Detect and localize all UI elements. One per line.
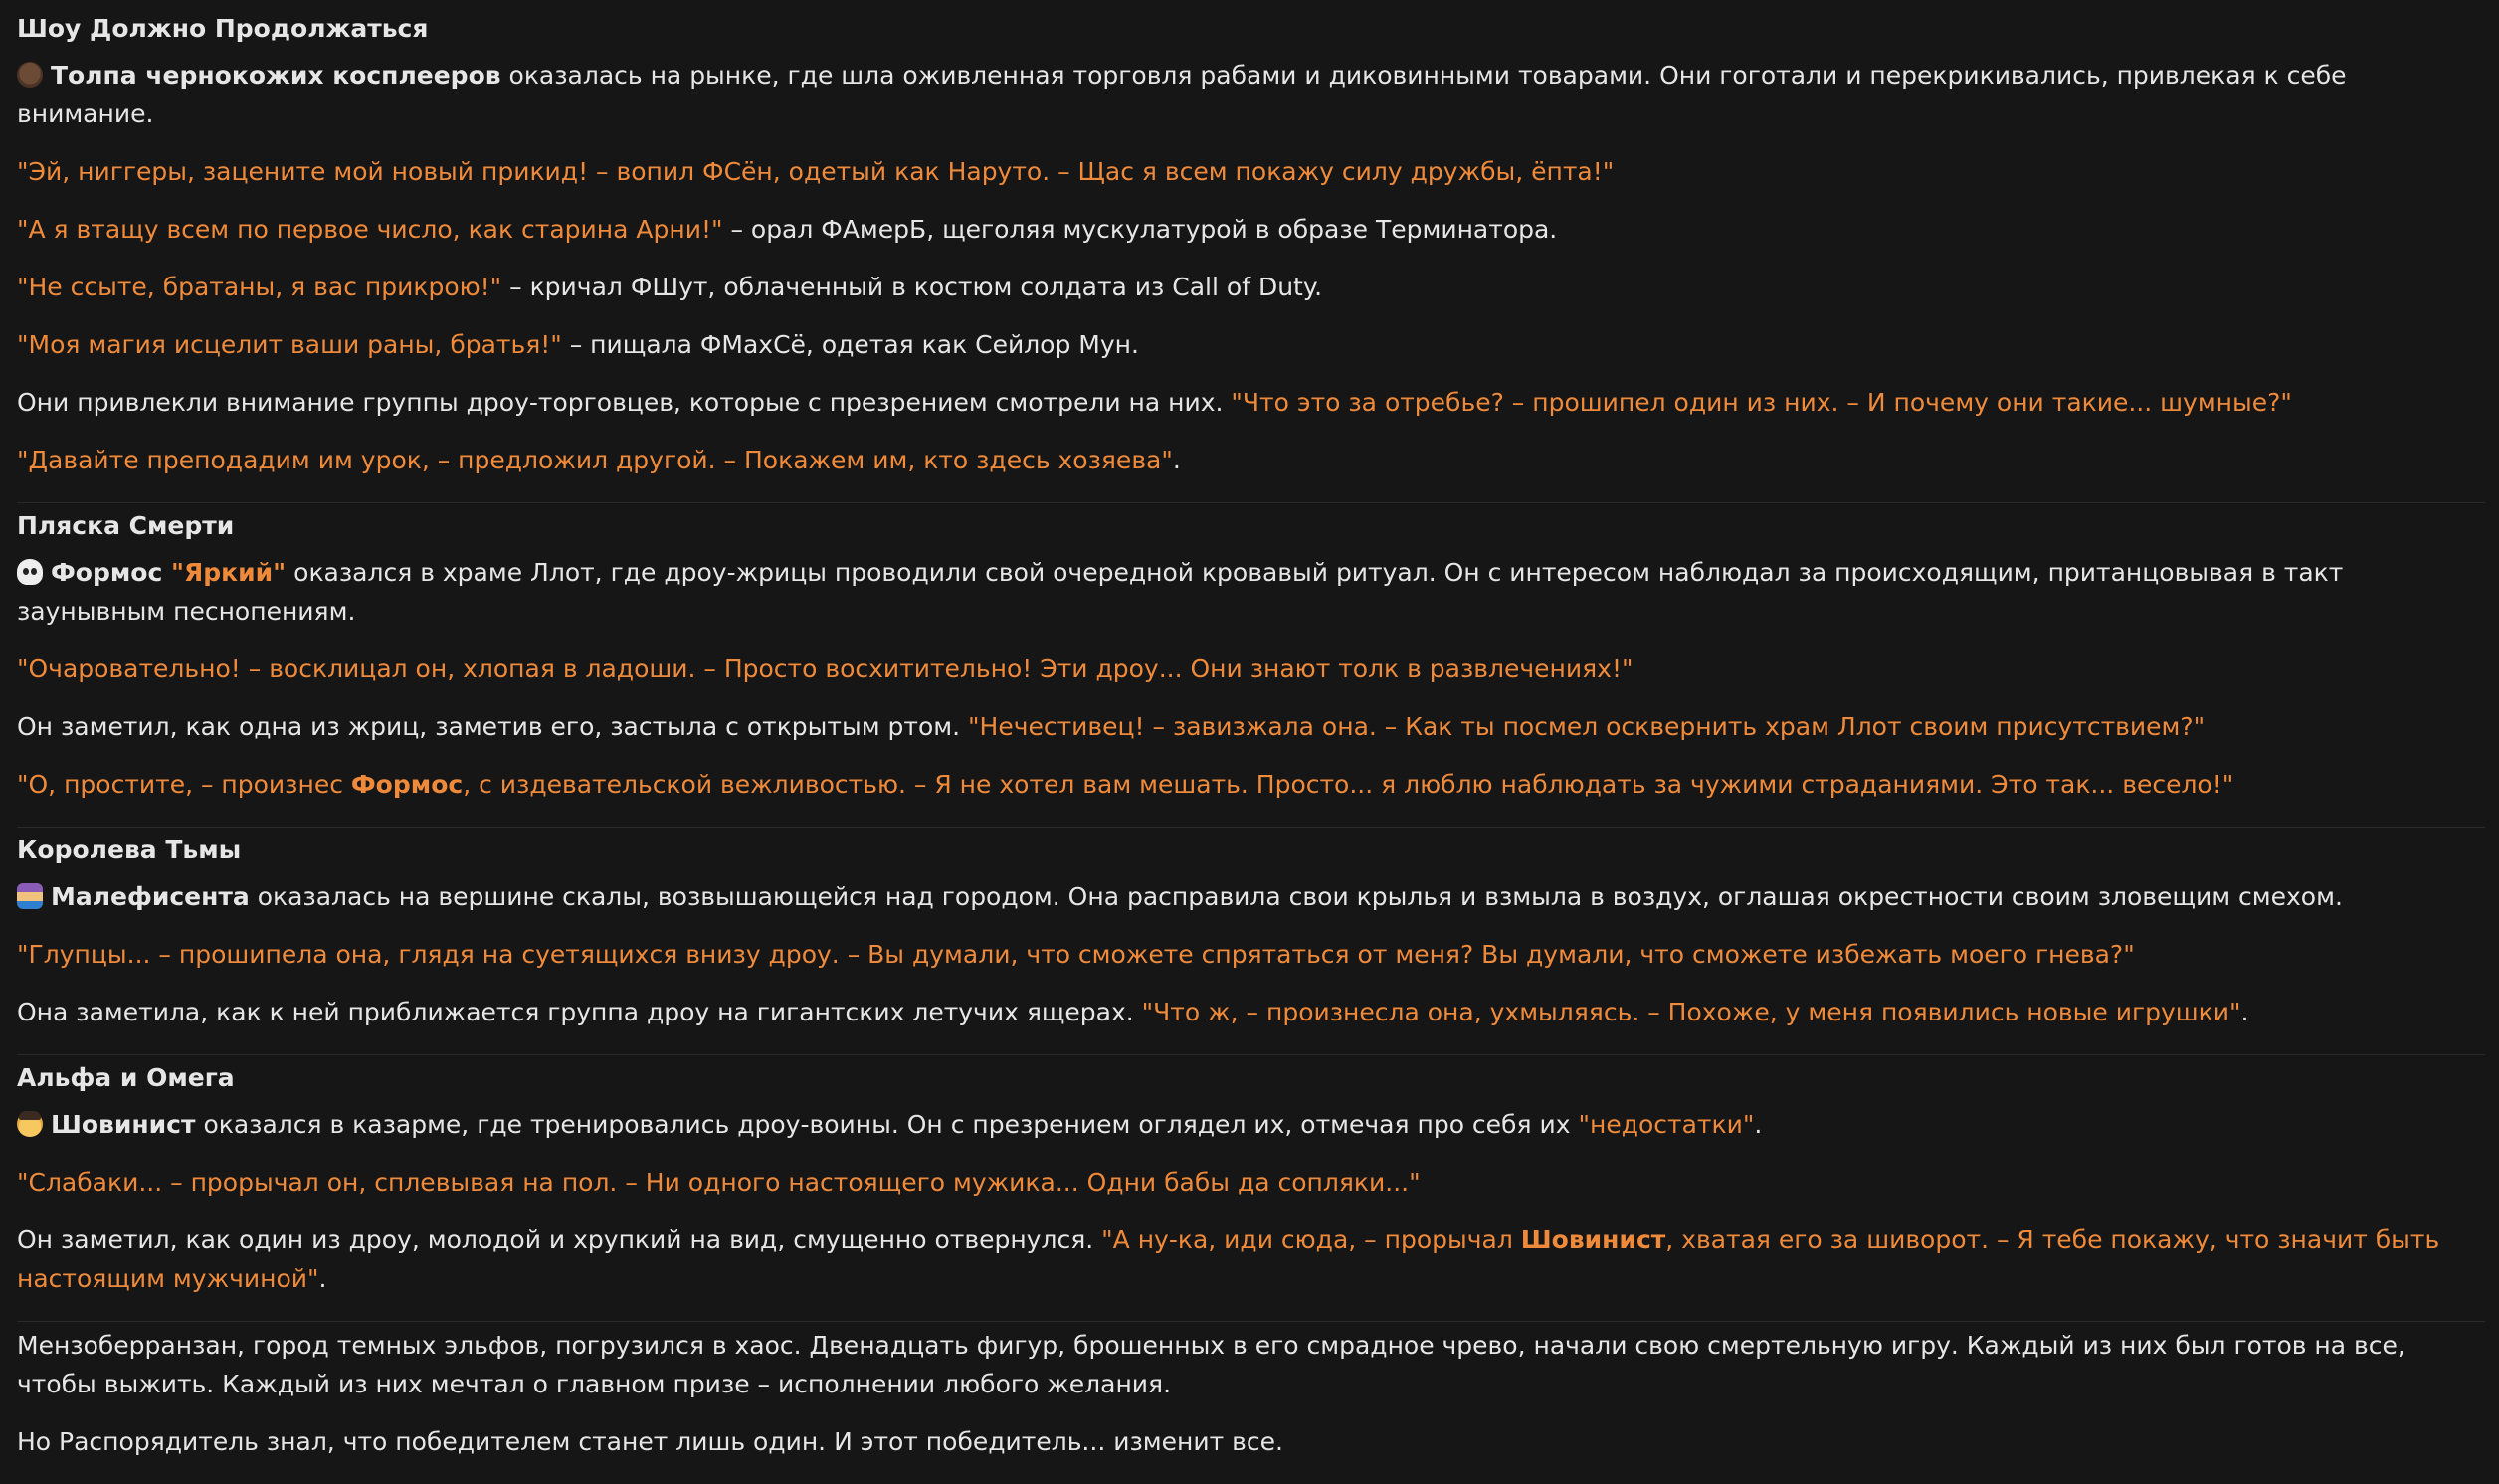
- narration: .: [1754, 1110, 1763, 1139]
- section-show-must-go-on: [17, 10, 2485, 503]
- paragraph: [17, 210, 2485, 249]
- narration: – пищала ФМахСё, одетая как Сейлор Мун.: [561, 330, 1139, 359]
- dialogue: "Эй, ниггеры, зацените мой новый прикид! – вопил ФСён, одетый как Наруто. – Щас я всем покажу силу дружбы, ёпта!": [17, 157, 1615, 186]
- narration: оказался в казарме, где тренировались дроу-воины. Он с презрением оглядел их, отмечая про себя их: [195, 1110, 1579, 1139]
- paragraph: [17, 877, 2485, 916]
- paragraph: [17, 325, 2485, 364]
- paragraph: [17, 1163, 2485, 1202]
- paragraph: [17, 1105, 2485, 1144]
- dialogue: "Что это за отребье? – прошипел один из них. – И почему они такие... шумные?": [1231, 388, 2292, 417]
- section-title: Альфа и Омега: [17, 1063, 235, 1092]
- narration: Он заметил, как один из дроу, молодой и хрупкий на вид, смущенно отвернулся.: [17, 1225, 1102, 1254]
- paragraph: [17, 993, 2485, 1031]
- dialogue: "А ну-ка, иди сюда, – прорычал: [1101, 1225, 1521, 1254]
- section-ending: [17, 1326, 2485, 1484]
- narration: Они привлекли внимание группы дроу-торговцев, которые с презрением смотрели на них.: [17, 388, 1232, 417]
- paragraph: Но Распорядитель знал, что победителем станет лишь один. И этот победитель... изменит все.: [17, 1427, 1283, 1456]
- paragraph: [17, 935, 2485, 974]
- narration: Он заметил, как одна из жриц, заметив его, застыла с открытым ртом.: [17, 712, 969, 741]
- narration: .: [1172, 446, 1181, 474]
- character-name: Формос: [350, 770, 464, 799]
- dialogue: "О, простите, – произнес: [17, 770, 351, 799]
- paragraph: [17, 553, 2485, 631]
- section-title: Королева Тьмы: [17, 835, 242, 864]
- narration: – орал ФАмерБ, щеголяя мускулатурой в образе Терминатора.: [722, 215, 1558, 244]
- narration: .: [318, 1264, 327, 1293]
- character-name: Шовинист: [51, 1110, 196, 1139]
- man-face-icon: [17, 1111, 43, 1137]
- section-queen-of-darkness: [17, 832, 2485, 1055]
- character-name: Толпа чернокожих косплееров: [51, 61, 501, 90]
- dialogue: "Моя магия исцелит ваши раны, братья!": [17, 330, 562, 359]
- dialogue: "недостатки": [1578, 1110, 1755, 1139]
- dialogue: , с издевательской вежливостью. – Я не хотел вам мешать. Просто... я люблю наблюдать за чужими страданиями. Это так... весело!": [463, 770, 2234, 799]
- character-name: Шовинист: [1520, 1225, 1666, 1254]
- dialogue: "Что ж, – произнесла она, ухмыляясь. – Похоже, у меня появились новые игрушки": [1141, 998, 2241, 1026]
- dialogue: "Нечестивец! – завизжала она. – Как ты посмел осквернить храм Ллот своим присутствием?": [968, 712, 2206, 741]
- narration: оказалась на вершине скалы, возвышающейся над городом. Она расправила свои крылья и взмыла в воздух, оглашая окрестности своим зловещим смехом.: [249, 882, 2343, 911]
- section-alpha-and-omega: [17, 1059, 2485, 1322]
- narration: .: [2240, 998, 2249, 1026]
- section-dance-of-death: [17, 507, 2485, 828]
- paragraph: [17, 441, 2485, 479]
- paragraph: [17, 268, 2485, 306]
- dialogue: "Очаровательно! – восклицал он, хлопая в ладоши. – Просто восхитительно! Эти дроу... Они знают толк в развлечениях!": [17, 654, 1634, 683]
- dialogue: , хватая его за шиворот. – Я тебе покажу, что значит быть настоящим мужчиной": [17, 1225, 2440, 1293]
- dialogue: "А я втащу всем по первое число, как старина Арни!": [17, 215, 723, 244]
- paragraph: [17, 765, 2485, 804]
- narration: Она заметила, как к ней приближается группа дроу на гигантских летучих ящерах.: [17, 998, 1142, 1026]
- woman-mage-icon: [17, 883, 43, 909]
- narration: – кричал ФШут, облаченный в костюм солдата из Call of Duty.: [501, 273, 1323, 301]
- paragraph: [17, 152, 2485, 191]
- paragraph: Мензоберранзан, город темных эльфов, погрузился в хаос. Двенадцать фигур, брошенных в его смрадное чрево, начали свою смертельную игру. Каждый из них был готов на все, чтобы выжить. Каждый из них мечтал о главном призе – исполнении любого желания.: [17, 1331, 2405, 1398]
- paragraph: [17, 707, 2485, 746]
- character-name: Формос: [51, 558, 171, 587]
- paragraph: [17, 56, 2485, 133]
- character-name: Малефисента: [51, 882, 250, 911]
- character-nickname: "Яркий": [171, 558, 287, 587]
- dialogue: "Не ссыте, братаны, я вас прикрою!": [17, 273, 502, 301]
- narration: оказался в храме Ллот, где дроу-жрицы проводили свой очередной кровавый ритуал. Он с интересом наблюдал за происходящим, пританцовывая в такт заунывным песнопениям.: [17, 558, 2344, 626]
- section-title: Шоу Должно Продолжаться: [17, 14, 429, 43]
- paragraph: [17, 383, 2485, 422]
- paragraph: [17, 649, 2485, 688]
- dialogue: "Слабаки... – прорычал он, сплевывая на пол. – Ни одного настоящего мужика... Одни бабы да сопляки...": [17, 1168, 1421, 1197]
- dialogue: "Глупцы... – прошипела она, глядя на суетящихся внизу дроу. – Вы думали, что сможете спрятаться от меня? Вы думали, что сможете избежать моего гнева?": [17, 940, 2135, 969]
- dark-face-icon: [17, 62, 43, 88]
- paragraph: [17, 1220, 2485, 1298]
- section-title: Пляска Смерти: [17, 511, 235, 540]
- narration: оказалась на рынке, где шла оживленная торговля рабами и диковинными товарами. Они гоготали и перекрикивались, привлекая к себе внимание.: [17, 61, 2347, 128]
- dialogue: "Давайте преподадим им урок, – предложил другой. – Покажем им, кто здесь хозяева": [17, 446, 1173, 474]
- skull-icon: [17, 559, 43, 585]
